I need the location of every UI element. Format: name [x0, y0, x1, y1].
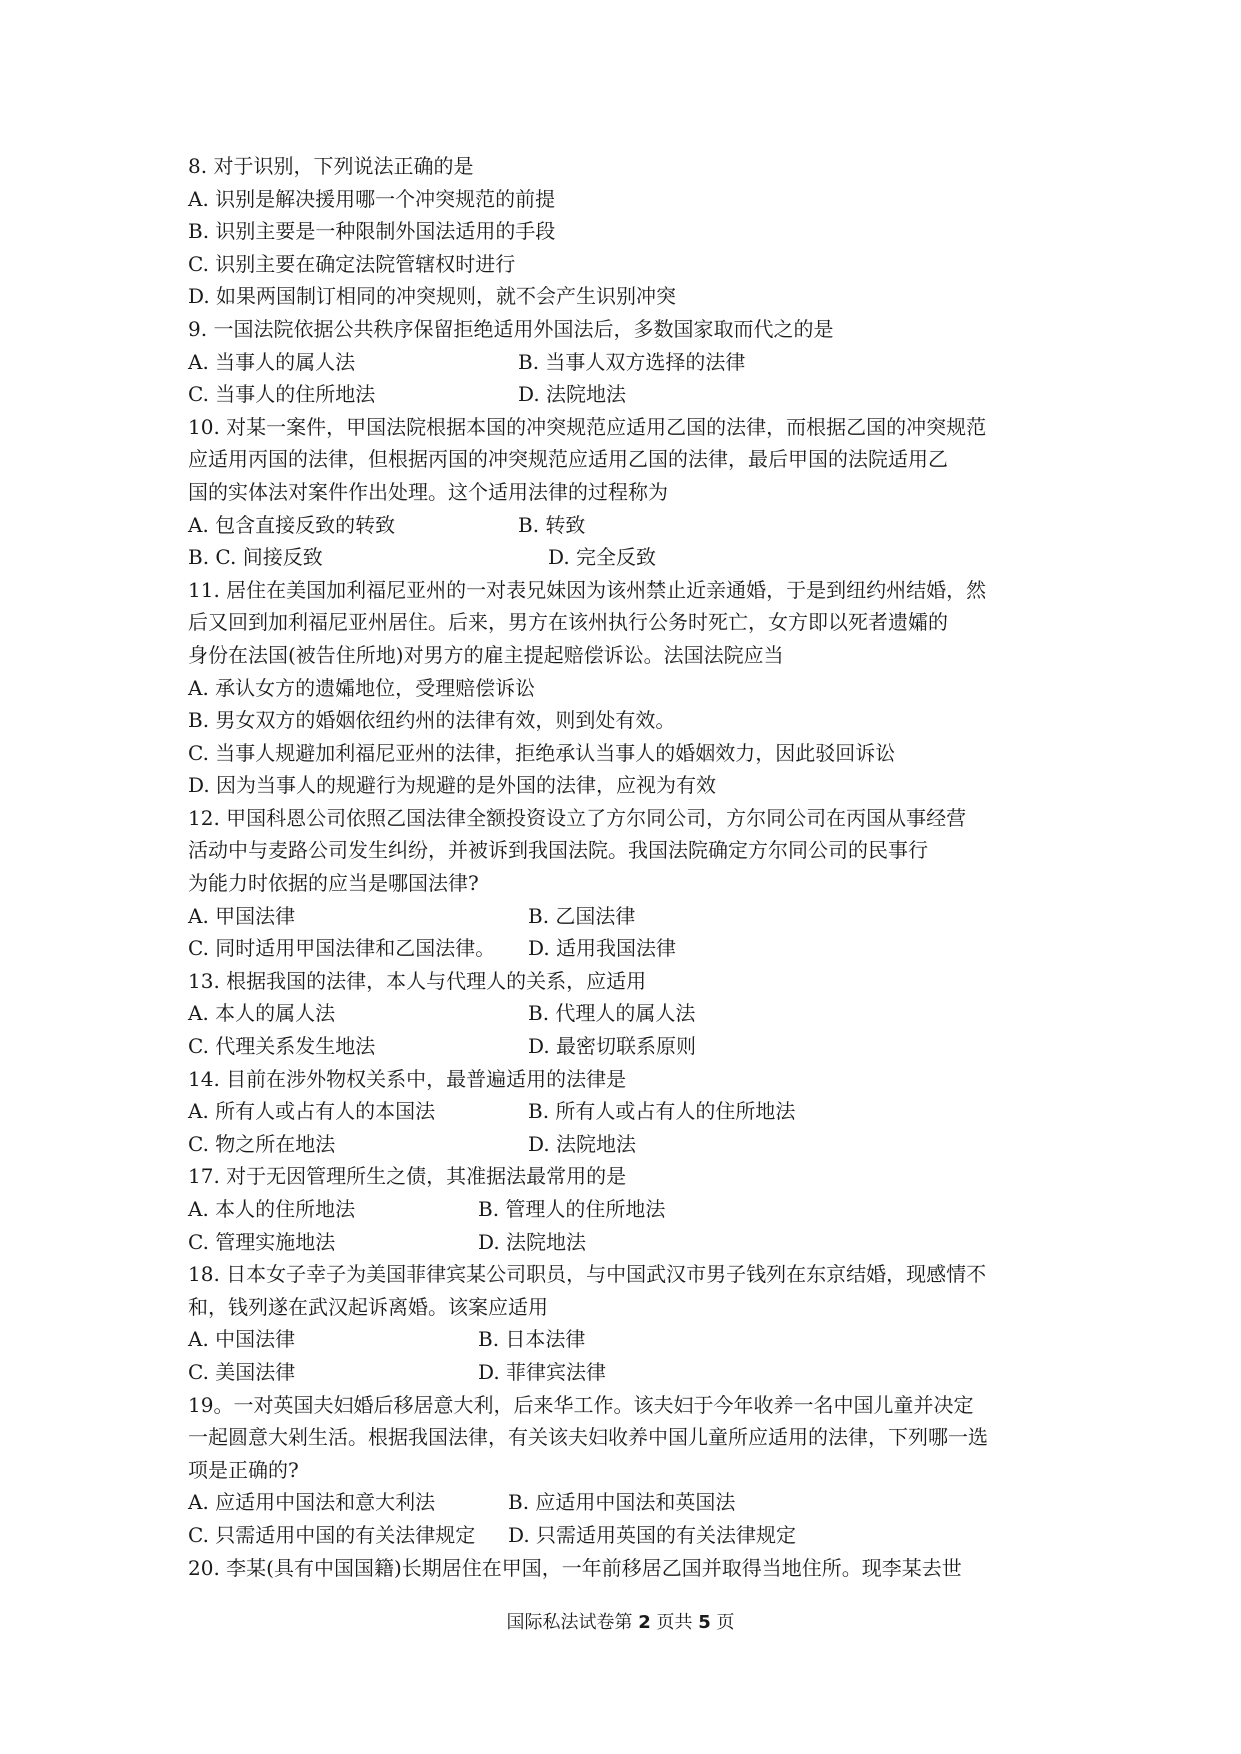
text-line: 为能力时依据的应当是哪国法律?	[188, 871, 479, 896]
option-right: D. 菲律宾法律	[478, 1359, 607, 1384]
footer-total-pages: 5	[698, 1612, 711, 1633]
text-line: 19。一对英国夫妇婚后移居意大利，后来华工作。该夫妇于今年收养一名中国儿童并决定	[188, 1392, 974, 1417]
text-line: 11. 居住在美国加利福尼亚州的一对表兄妹因为该州禁止近亲通婚，于是到纽约州结婚，然	[188, 577, 987, 602]
option-left: C. 物之所在地法	[188, 1131, 336, 1156]
exam-questions	[188, 150, 1068, 1584]
option-left: C. 同时适用甲国法律和乙国法律。	[188, 936, 496, 961]
text-line	[188, 346, 1068, 379]
text-line	[188, 900, 1068, 933]
text-line	[188, 1486, 1068, 1519]
text-line: B. 识别主要是一种限制外国法适用的手段	[188, 219, 556, 244]
option-left: A. 当事人的属人法	[188, 349, 356, 374]
text-line: 一起圆意大剁生活。根据我国法律，有关该夫妇收养中国儿童所应适用的法律，下列哪一选	[188, 1425, 988, 1450]
text-line	[188, 1030, 1068, 1063]
option-right: D. 最密切联系原则	[528, 1034, 697, 1059]
page-footer	[0, 1608, 1241, 1634]
footer-suffix: 页	[716, 1612, 735, 1633]
option-left: C. 美国法律	[188, 1359, 296, 1384]
option-right: B. 代理人的属人法	[528, 1001, 696, 1026]
text-line	[188, 1095, 1068, 1128]
text-line: 10. 对某一案件，甲国法院根据本国的冲突规范应适用乙国的法律，而根据乙国的冲突规范	[188, 414, 987, 439]
option-right: B. 乙国法律	[528, 903, 636, 928]
text-line: 12. 甲国科恩公司依照乙国法律全额投资设立了方尔同公司，方尔同公司在丙国从事经营	[188, 805, 967, 830]
text-line: 17. 对于无因管理所生之债，其准据法最常用的是	[188, 1164, 627, 1189]
text-line	[188, 1323, 1068, 1356]
text-line: C. 识别主要在确定法院管辖权时进行	[188, 251, 516, 276]
footer-prefix: 国际私法试卷第	[506, 1612, 633, 1633]
text-line	[188, 509, 1068, 542]
text-line	[188, 378, 1068, 411]
option-right: D. 法院地法	[518, 382, 627, 407]
option-left: A. 所有人或占有人的本国法	[188, 1099, 436, 1124]
text-line: C. 当事人规避加利福尼亚州的法律，拒绝承认当事人的婚姻效力，因此驳回诉讼	[188, 740, 896, 765]
text-line: 活动中与麦路公司发生纠纷，并被诉到我国法院。我国法院确定方尔同公司的民事行	[188, 838, 928, 863]
option-right: B. 应适用中国法和英国法	[508, 1490, 736, 1515]
text-line: 13. 根据我国的法律，本人与代理人的关系，应适用	[188, 968, 647, 993]
text-line: 8. 对于识别，下列说法正确的是	[188, 154, 474, 178]
option-right: B. 日本法律	[478, 1327, 586, 1352]
text-line	[188, 1226, 1068, 1259]
option-left: A. 本人的住所地法	[188, 1197, 356, 1221]
text-line: 9. 一国法院依据公共秩序保留拒绝适用外国法后，多数国家取而代之的是	[188, 316, 834, 341]
text-line	[188, 932, 1068, 965]
option-right: D. 只需适用英国的有关法律规定	[508, 1522, 797, 1547]
text-line	[188, 541, 1068, 574]
text-line: 身份在法国(被告住所地)对男方的雇主提起赔偿诉讼。法国法院应当	[188, 642, 784, 667]
text-line	[188, 1128, 1068, 1161]
option-right: B. 所有人或占有人的住所地法	[528, 1099, 796, 1124]
text-line: D. 如果两国制订相同的冲突规则，就不会产生识别冲突	[188, 284, 677, 309]
text-line	[188, 997, 1068, 1030]
text-line: 14. 目前在涉外物权关系中，最普遍适用的法律是	[188, 1066, 627, 1091]
footer-page-number: 2	[638, 1612, 651, 1633]
text-line	[188, 1356, 1068, 1389]
text-line: 项是正确的?	[188, 1457, 299, 1482]
text-line: D. 因为当事人的规避行为规避的是外国的法律，应视为有效	[188, 773, 717, 798]
option-left: B. C. 间接反致	[188, 545, 323, 570]
option-right: D. 法院地法	[528, 1131, 637, 1156]
option-right: D. 法院地法	[478, 1229, 587, 1254]
text-line: 和，钱列遂在武汉起诉离婚。该案应适用	[188, 1294, 548, 1319]
text-line	[188, 1519, 1068, 1552]
text-line: 应适用丙国的法律，但根据丙国的冲突规范应适用乙国的法律，最后甲国的法院适用乙	[188, 447, 948, 472]
option-left: A. 本人的属人法	[188, 1001, 336, 1026]
option-left: C. 当事人的住所地法	[188, 382, 376, 407]
option-right: B. 转致	[518, 512, 586, 537]
option-left: A. 应适用中国法和意大利法	[188, 1490, 436, 1515]
option-right: B. 管理人的住所地法	[478, 1197, 666, 1221]
option-right: B. 当事人双方选择的法律	[518, 349, 746, 374]
text-line: B. 男女双方的婚姻依纽约州的法律有效，则到处有效。	[188, 708, 676, 733]
text-line: 20. 李某(具有中国国籍)长期居住在甲国，一年前移居乙国并取得当地住所。现李某去世	[188, 1555, 962, 1580]
option-right: D. 适用我国法律	[528, 936, 677, 961]
option-left: A. 甲国法律	[188, 903, 296, 928]
text-line	[188, 1193, 1068, 1226]
text-line: 国的实体法对案件作出处理。这个适用法律的过程称为	[188, 479, 668, 504]
text-line: 18. 日本女子幸子为美国菲律宾某公司职员，与中国武汉市男子钱列在东京结婚，现感情不	[188, 1262, 987, 1287]
option-left: C. 代理关系发生地法	[188, 1034, 376, 1059]
option-right: D. 完全反致	[548, 545, 657, 570]
option-left: C. 管理实施地法	[188, 1229, 336, 1254]
option-left: C. 只需适用中国的有关法律规定	[188, 1522, 476, 1547]
option-left: A. 包含直接反致的转致	[188, 512, 396, 537]
text-line: A. 识别是解决援用哪一个冲突规范的前提	[188, 186, 556, 211]
option-left: A. 中国法律	[188, 1327, 296, 1352]
text-line: 后又回到加利福尼亚州居住。后来，男方在该州执行公务时死亡，女方即以死者遗孀的	[188, 610, 948, 635]
footer-middle: 页共	[656, 1612, 693, 1633]
text-line: A. 承认女方的遗孀地位，受理赔偿诉讼	[188, 675, 536, 700]
